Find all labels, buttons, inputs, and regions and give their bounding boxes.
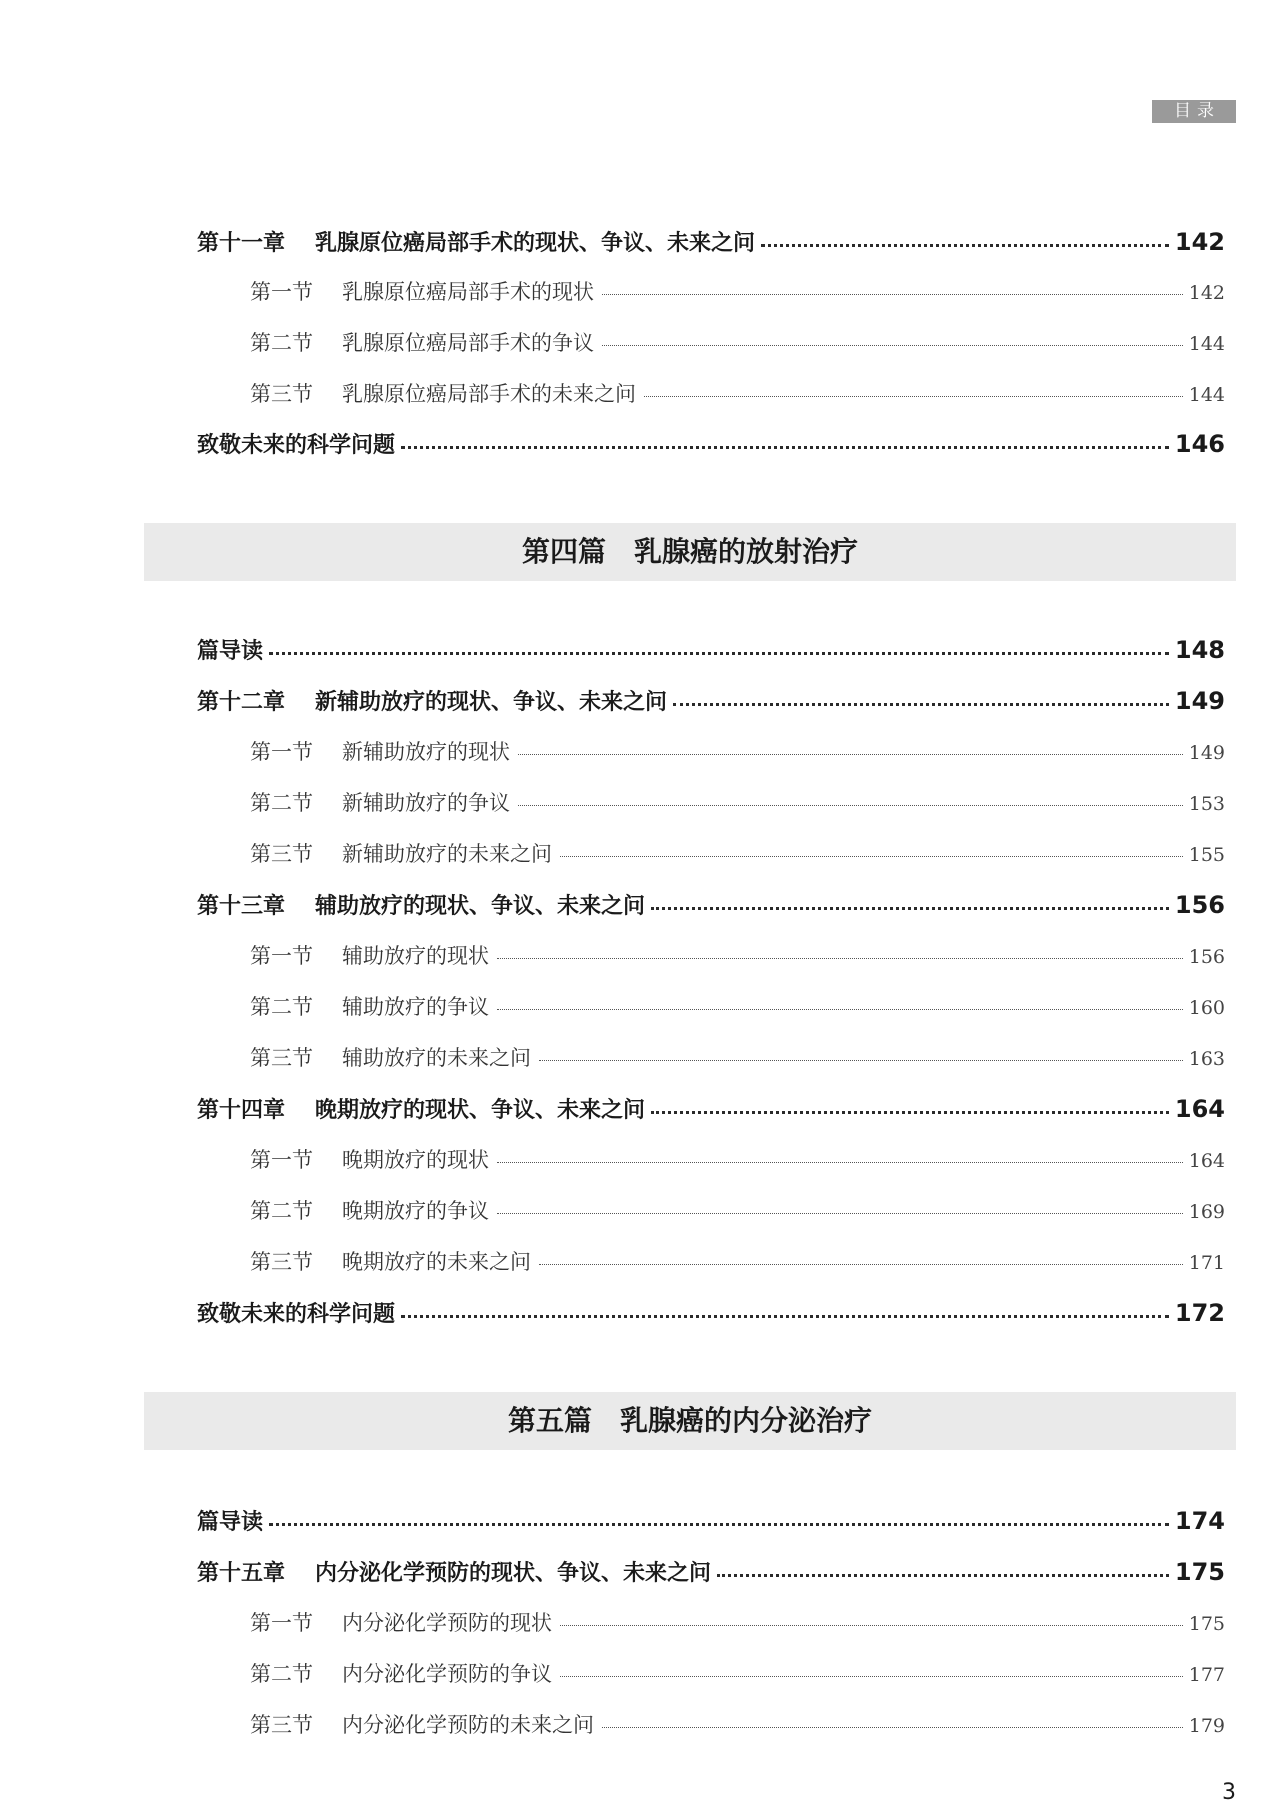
section-label: 第三节	[250, 382, 313, 406]
page-ref: 142	[1174, 228, 1225, 256]
toc-section-12-2[interactable]	[250, 787, 1225, 823]
page-ref: 153	[1188, 793, 1225, 815]
toc-section-11-3[interactable]	[250, 378, 1225, 414]
entry-title: 篇导读	[197, 1510, 264, 1535]
dot-leader	[518, 753, 1183, 755]
section-title: 新辅助放疗的争议	[342, 791, 510, 815]
dot-leader	[602, 293, 1183, 295]
section-label: 第三节	[250, 1046, 313, 1070]
dot-leader	[560, 1624, 1183, 1626]
toc-section-11-1[interactable]	[250, 276, 1225, 312]
page-ref: 144	[1188, 333, 1225, 355]
dot-leader	[651, 1110, 1169, 1114]
section-label: 第二节	[250, 1662, 313, 1686]
section-label: 第二节	[250, 1199, 313, 1223]
chapter-title: 内分泌化学预防的现状、争议、未来之问	[315, 1561, 712, 1586]
page-ref: 175	[1188, 1613, 1225, 1635]
toc-chapter-11[interactable]	[197, 226, 1225, 262]
section-label: 第二节	[250, 331, 313, 355]
dot-leader	[497, 1212, 1183, 1214]
section-label: 第一节	[250, 1611, 313, 1635]
page-ref: 164	[1174, 1095, 1225, 1123]
toc-section-13-1[interactable]	[250, 940, 1225, 976]
toc-section-13-2[interactable]	[250, 991, 1225, 1027]
entry-title: 致敬未来的科学问题	[197, 1302, 396, 1327]
section-title: 晚期放疗的争议	[342, 1199, 489, 1223]
dot-leader	[560, 855, 1183, 857]
section-label: 第一节	[250, 944, 313, 968]
dot-leader	[644, 395, 1183, 397]
toc-part-4-intro[interactable]	[197, 634, 1225, 670]
dot-leader	[602, 1726, 1183, 1728]
dot-leader	[539, 1059, 1183, 1061]
section-title: 新辅助放疗的现状	[342, 740, 510, 764]
section-label: 第三节	[250, 1250, 313, 1274]
section-label: 第三节	[250, 842, 313, 866]
toc-part-5-intro[interactable]	[197, 1505, 1225, 1541]
chapter-label: 第十五章	[197, 1561, 286, 1586]
page-ref: 163	[1188, 1048, 1225, 1070]
dot-leader	[497, 957, 1183, 959]
page-number: 3	[1222, 1780, 1236, 1805]
section-title: 辅助放疗的争议	[342, 995, 489, 1019]
dot-leader	[269, 651, 1169, 655]
toc-section-14-1[interactable]	[250, 1144, 1225, 1180]
dot-leader	[401, 445, 1169, 449]
section-title: 乳腺原位癌局部手术的未来之问	[342, 382, 636, 406]
dot-leader	[497, 1008, 1183, 1010]
section-title: 晚期放疗的现状	[342, 1148, 489, 1172]
section-label: 第二节	[250, 791, 313, 815]
chapter-title: 乳腺原位癌局部手术的现状、争议、未来之问	[315, 231, 756, 256]
dot-leader	[602, 344, 1183, 346]
page-ref: 149	[1188, 742, 1225, 764]
page-ref: 142	[1188, 282, 1225, 304]
toc-section-12-1[interactable]	[250, 736, 1225, 772]
section-title: 内分泌化学预防的争议	[342, 1662, 552, 1686]
page-ref: 155	[1188, 844, 1225, 866]
toc-part-4-future-questions[interactable]	[197, 1297, 1225, 1333]
chapter-title: 新辅助放疗的现状、争议、未来之问	[315, 690, 668, 715]
entry-title: 篇导读	[197, 639, 264, 664]
section-label: 第三节	[250, 1713, 313, 1737]
toc-section-14-2[interactable]	[250, 1195, 1225, 1231]
section-title: 内分泌化学预防的现状	[342, 1611, 552, 1635]
part-4-banner	[144, 523, 1236, 581]
page-ref: 174	[1174, 1507, 1225, 1535]
page-ref: 160	[1188, 997, 1225, 1019]
page-ref: 175	[1174, 1558, 1225, 1586]
toc-section-15-2[interactable]	[250, 1658, 1225, 1694]
part-label: 第五篇	[507, 1404, 592, 1437]
toc-section-13-3[interactable]	[250, 1042, 1225, 1078]
part-title: 乳腺癌的放射治疗	[634, 535, 859, 568]
toc-section-14-3[interactable]	[250, 1246, 1225, 1282]
dot-leader	[560, 1675, 1183, 1677]
section-title: 新辅助放疗的未来之问	[342, 842, 552, 866]
page-ref: 177	[1188, 1664, 1225, 1686]
toc-future-questions[interactable]	[197, 428, 1225, 464]
part-5-banner	[144, 1392, 1236, 1450]
section-title: 内分泌化学预防的未来之问	[342, 1713, 594, 1737]
toc-section-15-1[interactable]	[250, 1607, 1225, 1643]
chapter-label: 第十四章	[197, 1098, 286, 1123]
section-title: 辅助放疗的现状	[342, 944, 489, 968]
dot-leader	[269, 1522, 1169, 1526]
dot-leader	[401, 1314, 1169, 1318]
toc-chapter-13[interactable]	[197, 889, 1225, 925]
page-ref: 156	[1174, 891, 1225, 919]
page-ref: 179	[1188, 1715, 1225, 1737]
chapter-title: 辅助放疗的现状、争议、未来之问	[315, 894, 646, 919]
page-ref: 146	[1174, 430, 1225, 458]
section-title: 辅助放疗的未来之问	[342, 1046, 531, 1070]
page-ref: 156	[1188, 946, 1225, 968]
page-ref: 149	[1174, 687, 1225, 715]
dot-leader	[651, 906, 1169, 910]
dot-leader	[673, 702, 1169, 706]
section-title: 晚期放疗的未来之问	[342, 1250, 531, 1274]
part-label: 第四篇	[521, 535, 606, 568]
part-title: 乳腺癌的内分泌治疗	[620, 1404, 873, 1437]
page-ref: 172	[1174, 1299, 1225, 1327]
toc-chapter-14[interactable]	[197, 1093, 1225, 1129]
toc-section-12-3[interactable]	[250, 838, 1225, 874]
section-label: 第一节	[250, 280, 313, 304]
dot-leader	[761, 243, 1169, 247]
toc-section-11-2[interactable]	[250, 327, 1225, 363]
page-ref: 164	[1188, 1150, 1225, 1172]
dot-leader	[518, 804, 1183, 806]
chapter-title: 晚期放疗的现状、争议、未来之问	[315, 1098, 646, 1123]
dot-leader	[539, 1263, 1183, 1265]
dot-leader	[717, 1573, 1169, 1577]
chapter-label: 第十二章	[197, 690, 286, 715]
page-ref: 148	[1174, 636, 1225, 664]
chapter-label: 第十三章	[197, 894, 286, 919]
dot-leader	[497, 1161, 1183, 1163]
page-ref: 171	[1188, 1252, 1225, 1274]
entry-title: 致敬未来的科学问题	[197, 433, 396, 458]
section-title: 乳腺原位癌局部手术的争议	[342, 331, 594, 355]
page-ref: 169	[1188, 1201, 1225, 1223]
section-label: 第二节	[250, 995, 313, 1019]
toc-chapter-15[interactable]	[197, 1556, 1225, 1592]
page-ref: 144	[1188, 384, 1225, 406]
toc-section-15-3[interactable]	[250, 1709, 1225, 1745]
section-label: 第一节	[250, 1148, 313, 1172]
toc-chapter-12[interactable]	[197, 685, 1225, 721]
toc-header-tab: 目录	[1152, 100, 1236, 123]
section-title: 乳腺原位癌局部手术的现状	[342, 280, 594, 304]
section-label: 第一节	[250, 740, 313, 764]
chapter-label: 第十一章	[197, 231, 286, 256]
